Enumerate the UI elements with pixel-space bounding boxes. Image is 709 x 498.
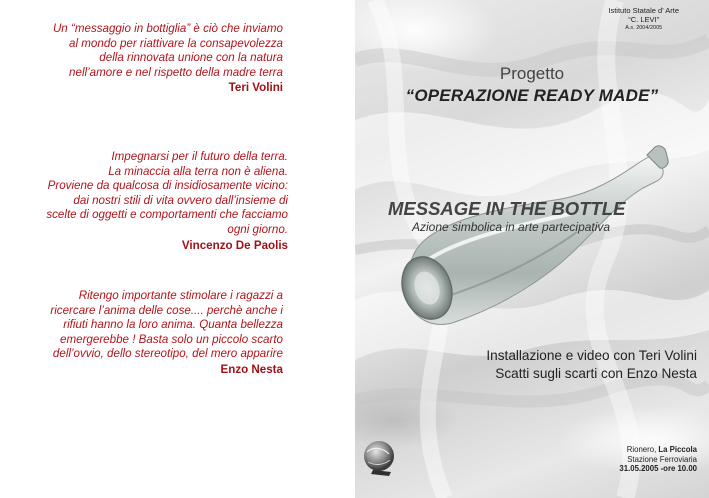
quote-line: Impegnarsi per il futuro della terra. <box>111 150 288 163</box>
quote-author: Enzo Nesta <box>220 362 283 376</box>
school-name-levi: “C. LEVI” <box>628 15 660 24</box>
quote-teri-volini <box>53 22 283 96</box>
quote-vincenzo-de-paolis <box>46 150 288 253</box>
quote-author: Vincenzo De Paolis <box>181 238 288 252</box>
venue-city: Rionero, <box>626 445 657 454</box>
quote-line: ogni giorno. <box>227 222 288 236</box>
venue-datetime: 31.05.2005 -ore 10.00 <box>619 464 697 474</box>
quote-line: scelte di oggetti e comportamenti che facciamo <box>46 208 288 222</box>
globe-logo-icon <box>364 441 394 476</box>
quote-line: La minaccia alla terra non è aliena. <box>108 164 288 178</box>
quote-line: nell’amore e nel rispetto della madre terra <box>69 65 283 79</box>
subtitle: Azione simbolica in arte partecipativa <box>412 220 611 234</box>
main-title: MESSAGE IN THE BOTTLE <box>388 198 626 219</box>
quote-line: Un “messaggio in bottiglia” è ciò che inviamo <box>52 22 283 35</box>
project-label: Progetto <box>499 64 565 83</box>
quote-line: dai nostri stili di vita ovvero dall’insieme di <box>73 193 288 207</box>
venue-place: La Piccola <box>658 445 697 454</box>
quote-line: Proviene da qualcosa di insidiosamente vicino: <box>47 179 288 193</box>
school-header <box>608 6 679 33</box>
venue-location <box>619 445 697 455</box>
credit-line: Installazione e video con Teri Volini <box>486 348 697 363</box>
quote-line: rifiuti hanno la loro anima. Quanta bellezza <box>63 318 283 332</box>
quote-line: emergerebbe ! Basta solo un piccolo scarto <box>60 332 283 346</box>
credits <box>486 347 697 383</box>
venue-info <box>619 445 697 474</box>
school-name: Istituto Statale d’ Arte <box>608 6 679 15</box>
quote-line: dell’ovvio, dello stereotipo, del mero apparire <box>52 347 283 361</box>
venue-station: Stazione Ferroviaria <box>627 454 697 464</box>
school-year: A.s. 2004/2005 <box>625 25 663 31</box>
quote-line: al mondo per riattivare la consapevolezza <box>69 36 283 50</box>
project-name: “OPERAZIONE READY MADE” <box>405 86 659 105</box>
quote-line: ricercare l’anima delle cose.... perchè anche i <box>50 303 283 317</box>
quote-line: Ritengo importante stimolare i ragazzi a <box>78 289 283 302</box>
quote-line: della rinnovata unione con la natura <box>99 51 283 65</box>
cover-panel <box>355 0 709 498</box>
quote-author: Teri Volini <box>228 81 283 95</box>
credit-line: Scatti sugli scarti con Enzo Nesta <box>495 366 697 381</box>
quote-enzo-nesta <box>50 289 283 378</box>
